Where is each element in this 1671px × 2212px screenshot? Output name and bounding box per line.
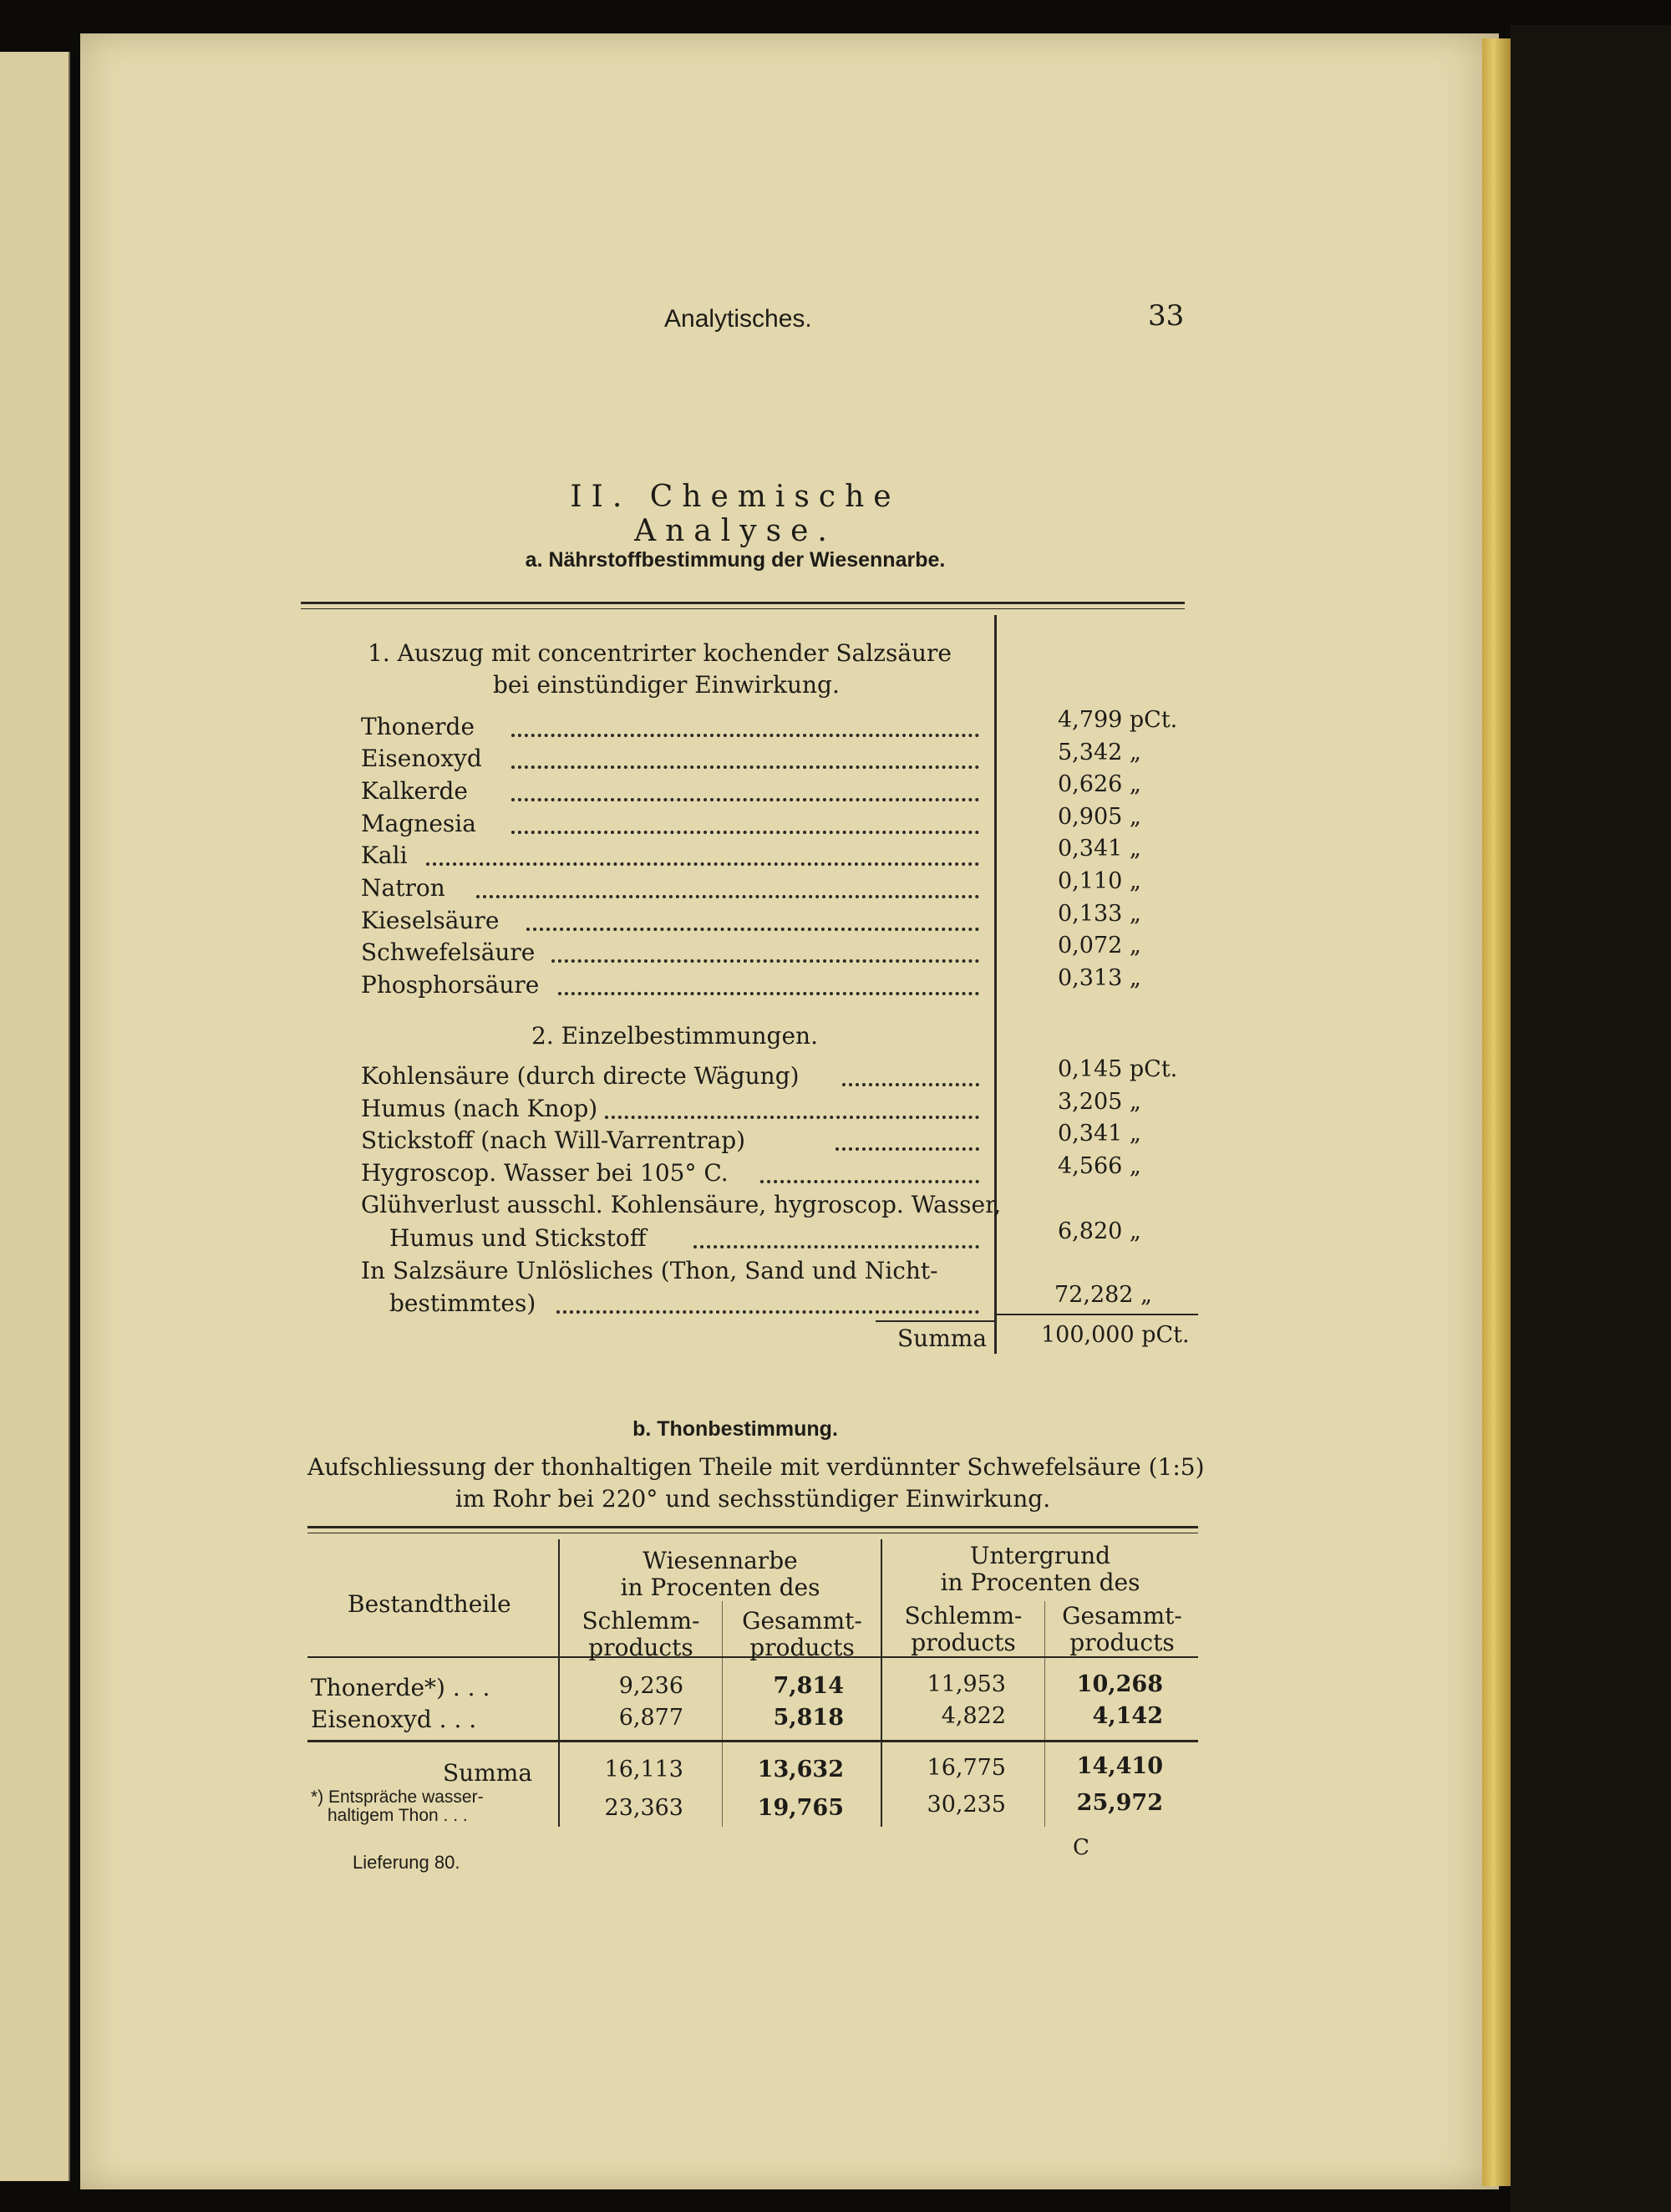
row-label: Thonerde*) . . . [311, 1674, 490, 1701]
row-label: In Salzsäure Unlösliches (Thon, Sand und Nicht- [361, 1257, 938, 1284]
row-value: 0,341 „ [1058, 836, 1141, 862]
cell-value: 16,113 [604, 1757, 683, 1782]
row-label: Kali [361, 842, 408, 869]
subheader-products: products [1069, 1629, 1175, 1656]
leader-dots [511, 734, 979, 737]
subheader-gesamt: Gesammt- [1062, 1602, 1182, 1630]
row-label-continued: bestimmtes) [389, 1289, 536, 1317]
col-header-bestandtheile: Bestandtheile [348, 1590, 511, 1618]
table-a-top-rule-thin [301, 608, 1185, 609]
page-number: 33 [1148, 299, 1185, 333]
part-a-heading: a. Nährstoffbestimmung der Wiesennarbe. [525, 548, 946, 572]
row-value: 72,282 „ [1054, 1282, 1153, 1308]
group1-title-line1: 1. Auszug mit concentrirter kochender Salzsäure [368, 639, 952, 667]
cell-value: 10,268 [1076, 1671, 1163, 1697]
row-label: Natron [361, 874, 445, 902]
cell-value: 25,972 [1076, 1790, 1163, 1816]
table-b-sum-rule [307, 1740, 1198, 1742]
footnote-label-line2: haltigem Thon . . . [328, 1806, 468, 1825]
cell-value: 7,814 [773, 1673, 844, 1699]
row-value: 0,626 „ [1058, 771, 1141, 797]
cell-value: 13,632 [757, 1757, 844, 1782]
row-value: 4,566 „ [1058, 1153, 1141, 1179]
sum-value: 100,000 pCt. [1041, 1322, 1190, 1348]
sum-rule-right [996, 1314, 1198, 1315]
leader-dots [476, 895, 979, 898]
book-page [80, 33, 1499, 2189]
row-value: 0,313 „ [1058, 965, 1141, 991]
leader-dots [426, 862, 979, 866]
cell-value: 16,775 [927, 1755, 1006, 1781]
leader-dots [511, 765, 979, 769]
leader-dots [556, 1310, 979, 1314]
sum-label: Summa [897, 1325, 988, 1352]
cell-value: 5,818 [773, 1705, 844, 1731]
table-b-divider-sub-1 [722, 1601, 723, 1827]
subheader-products: products [911, 1629, 1016, 1656]
cell-value: 19,765 [757, 1795, 844, 1821]
table-a-top-rule [301, 602, 1185, 604]
subheader-gesamt: Gesammt- [742, 1607, 862, 1635]
leader-dots [511, 798, 979, 801]
subheader-products: products [749, 1634, 855, 1661]
group1-title-line2: bei einstündiger Einwirkung. [493, 671, 840, 699]
part-b-heading: b. Thonbestimmung. [632, 1417, 838, 1441]
row-label: Schwefelsäure [361, 938, 536, 966]
row-value: 3,205 „ [1058, 1089, 1141, 1115]
leader-dots [526, 928, 979, 931]
cell-value: 6,877 [618, 1705, 683, 1731]
table-b-divider-sub-2 [1044, 1601, 1045, 1827]
row-value: 0,072 „ [1058, 933, 1141, 959]
row-label: Hygroscop. Wasser bei 105° C. [361, 1159, 729, 1187]
row-value: 0,145 pCt. [1058, 1056, 1178, 1082]
row-label: Humus (nach Knop) [361, 1095, 598, 1122]
facing-page-edge [0, 52, 70, 2181]
sheet-mark: C [1073, 1835, 1089, 1860]
table-a-column-divider [994, 615, 997, 1354]
row-value: 0,341 „ [1058, 1121, 1141, 1147]
footnote-label-line1: *) Entspräche wasser- [311, 1787, 484, 1807]
printer-signature: Lieferung 80. [353, 1852, 460, 1873]
row-value: 0,905 „ [1058, 804, 1141, 830]
group-header-wiesennarbe-sub: in Procenten des [620, 1574, 820, 1601]
cell-value: 4,142 [1092, 1703, 1163, 1729]
leader-dots [551, 959, 979, 963]
cell-value: 11,953 [927, 1671, 1006, 1697]
cell-value: 30,235 [927, 1792, 1006, 1818]
leader-dots [558, 992, 979, 995]
row-label: Thonerde [361, 713, 475, 740]
leader-dots [760, 1180, 979, 1183]
row-value: 6,820 „ [1058, 1218, 1141, 1244]
row-label: Eisenoxyd [361, 745, 482, 772]
sum-label: Summa [443, 1759, 533, 1787]
part-b-intro-line1: Aufschliessung der thonhaltigen Theile mit verdünnter Schwefelsäure (1:5) [307, 1453, 1205, 1481]
row-label: Kalkerde [361, 777, 468, 805]
row-value: 0,133 „ [1058, 901, 1141, 927]
row-label: Phosphorsäure [361, 971, 540, 999]
cell-value: 4,822 [941, 1703, 1006, 1729]
row-value: 0,110 „ [1058, 868, 1141, 894]
row-label: Magnesia [361, 810, 476, 837]
subheader-products: products [588, 1634, 693, 1661]
group-header-wiesennarbe: Wiesennarbe [642, 1547, 798, 1574]
cell-value: 23,363 [604, 1795, 683, 1821]
book-cover [1511, 25, 1671, 2212]
group-header-untergrund: Untergrund [969, 1542, 1111, 1569]
group-header-untergrund-sub: in Procenten des [940, 1569, 1140, 1596]
cell-value: 9,236 [618, 1673, 683, 1699]
gilt-page-edges [1482, 38, 1511, 2186]
leader-dots [605, 1116, 979, 1119]
group2-title: 2. Einzelbestimmungen. [531, 1022, 818, 1050]
running-title: Analytisches. [664, 305, 812, 333]
sum-rule-left [876, 1320, 996, 1322]
row-label: Kohlensäure (durch directe Wägung) [361, 1062, 800, 1090]
row-label: Glühverlust ausschl. Kohlensäure, hygroscop. Wasser, [361, 1191, 1002, 1218]
row-value: 5,342 „ [1058, 740, 1141, 765]
leader-dots [693, 1245, 979, 1248]
subheader-schlemm: Schlemm- [904, 1602, 1023, 1630]
leader-dots [842, 1083, 979, 1086]
table-b-top-rule [307, 1526, 1198, 1528]
row-label: Kieselsäure [361, 907, 500, 934]
row-value: 4,799 pCt. [1058, 707, 1178, 733]
subheader-schlemm: Schlemm- [582, 1607, 700, 1635]
part-b-intro-line2: im Rohr bei 220° und sechsstündiger Einwirkung. [455, 1485, 1051, 1513]
row-label: Stickstoff (nach Will-Varrentrap) [361, 1126, 746, 1154]
row-label-continued: Humus und Stickstoff [389, 1224, 647, 1252]
row-label: Eisenoxyd . . . [311, 1706, 477, 1733]
leader-dots [511, 831, 979, 834]
section-title: II. Chemische Analyse. [570, 480, 901, 548]
cell-value: 14,410 [1076, 1753, 1163, 1779]
leader-dots [836, 1147, 979, 1151]
